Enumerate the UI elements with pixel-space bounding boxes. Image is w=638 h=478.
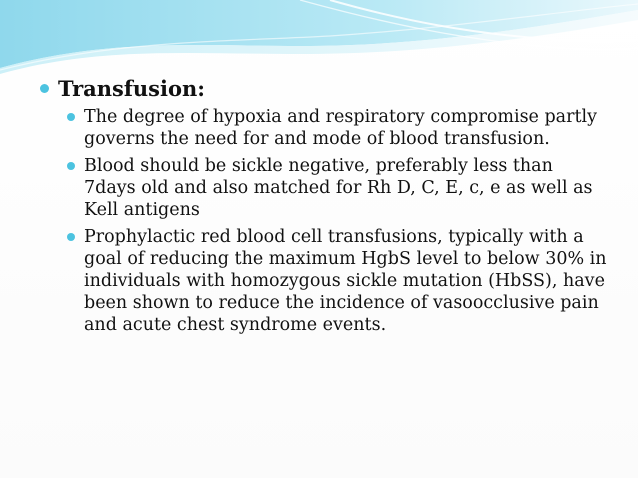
slide-heading: Transfusion: xyxy=(58,76,205,101)
bullet-dot-icon xyxy=(67,113,75,121)
bullet-list xyxy=(67,106,610,336)
heading-item xyxy=(40,76,610,101)
list-item xyxy=(67,226,610,336)
list-item xyxy=(67,155,610,221)
slide-content xyxy=(40,76,610,341)
list-item-text: Blood should be sickle negative, preferably less than 7days old and also matched for Rh D, C, E, c, e as well as Kell antigens xyxy=(84,156,593,220)
list-item xyxy=(67,106,610,150)
bullet-dot-icon xyxy=(40,84,49,93)
header-wave-decoration xyxy=(0,0,638,80)
bullet-dot-icon xyxy=(67,233,75,241)
bullet-dot-icon xyxy=(67,162,75,170)
list-item-text: Prophylactic red blood cell transfusions, typically with a goal of reducing the maximum HgbS level to below 30% in individuals with homozygous sickle mutation (HbSS), have been shown to reduce the incidence of vasoocclusive pain and acute chest syndrome events. xyxy=(84,227,607,335)
list-item-text: The degree of hypoxia and respiratory compromise partly governs the need for and mode of blood transfusion. xyxy=(84,107,597,149)
